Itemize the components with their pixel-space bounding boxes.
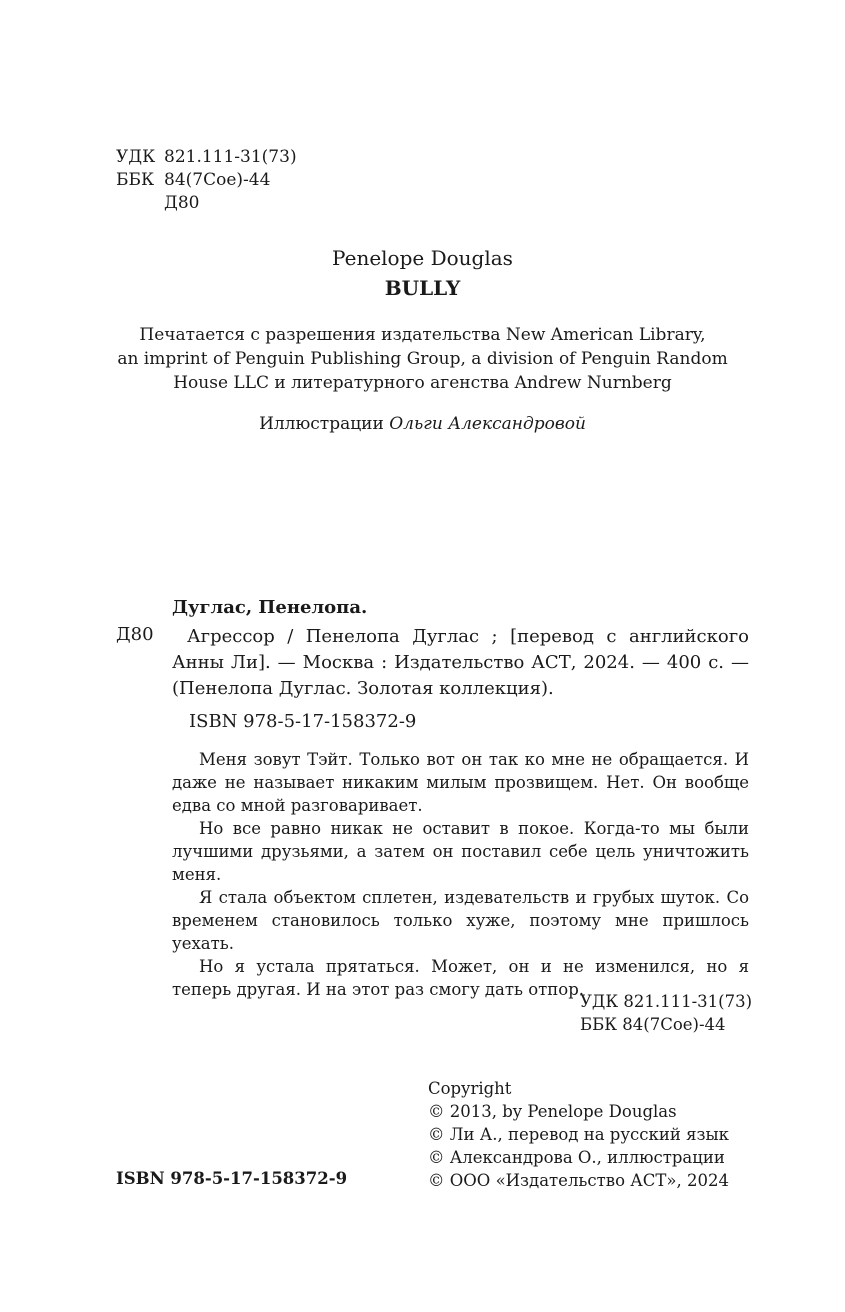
permission-notice (0, 323, 845, 395)
udk-bottom: УДК 821.111-31(73) (580, 992, 753, 1011)
permission-line: Печатается с разрешения издательства New American Library, (139, 325, 706, 345)
author-mark-row (116, 192, 297, 215)
annotation-paragraph: Меня зовут Тэйт. Только вот он так ко мне не обращается. И даже не называет никаким милым прозвищем. Нет. Он вообще едва со мной разговаривает. (172, 750, 749, 815)
bbk-bottom: ББК 84(7Сое)-44 (580, 1015, 726, 1034)
annotation-paragraph: Но я устала прятаться. Может, он и не изменился, но я теперь другая. И на этот раз смогу дать отпор. (172, 957, 749, 999)
copyright-line: © ООО «Издательство АСТ», 2024 (428, 1171, 729, 1190)
udk-row (116, 146, 297, 169)
illustrations-credit (0, 414, 845, 434)
isbn-bottom: ISBN 978-5-17-158372-9 (116, 1169, 348, 1188)
original-author: Penelope Douglas (332, 246, 513, 270)
bbk-value: 84(7Сое)-44 (164, 170, 271, 190)
classification-bottom (580, 990, 752, 1036)
udk-label: УДК (116, 147, 156, 167)
annotation-paragraph: Но все равно никак не оставит в покое. Когда-то мы были лучшими друзьями, а затем он поставил себе цель уничтожить меня. (172, 819, 749, 884)
copyright-block (428, 1077, 729, 1192)
copyright-line: © Ли А., перевод на русский язык (428, 1125, 729, 1144)
classification-block (116, 146, 297, 215)
permission-line: an imprint of Penguin Publishing Group, a division of Penguin Random (117, 349, 728, 369)
permission-line: House LLC и литературного агенства Andrew Nurnberg (173, 373, 672, 393)
original-title: BULLY (384, 276, 461, 300)
udk-value: 821.111-31(73) (164, 147, 297, 167)
bbk-label: ББК (116, 170, 155, 190)
illustrator-name: Ольги Александровой (389, 414, 586, 434)
copyright-line: Copyright (428, 1079, 512, 1098)
bbk-row (116, 169, 297, 192)
annotation (172, 748, 749, 1001)
catalog-isbn: ISBN 978-5-17-158372-9 (189, 711, 417, 732)
author-mark: Д80 (164, 193, 200, 213)
copyright-line: © 2013, by Penelope Douglas (428, 1102, 677, 1121)
copyright-line: © Александрова О., иллюстрации (428, 1148, 725, 1167)
illustrations-prefix: Иллюстрации (259, 414, 384, 434)
catalog-code: Д80 (116, 624, 154, 645)
annotation-paragraph: Я стала объектом сплетен, издевательств и грубых шуток. Со временем становилось только хуже, поэтому мне пришлось уехать. (172, 888, 749, 953)
catalog-author-heading: Дуглас, Пенелопа. (172, 597, 368, 618)
catalog-description: Агрессор / Пенелопа Дуглас ; [перевод с английского Анны Ли]. — Москва : Издательство АСТ, 2024. — 400 с. — (Пенелопа Дуглас. Золотая коллекция). (172, 626, 749, 699)
